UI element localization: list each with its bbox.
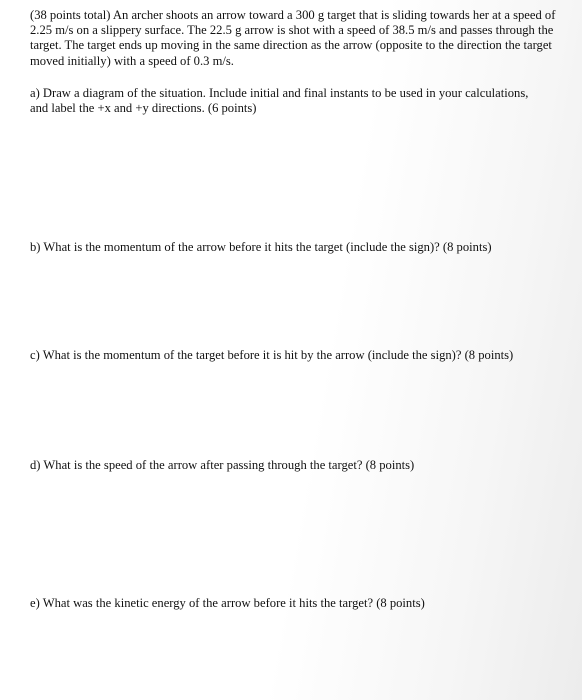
question-e: e) What was the kinetic energy of the arrow before it hits the target? (8 points) bbox=[30, 596, 425, 610]
question-d: d) What is the speed of the arrow after passing through the target? (8 points) bbox=[30, 458, 415, 472]
question-c: c) What is the momentum of the target before it is hit by the arrow (include the sign)? (8 points) bbox=[30, 348, 514, 362]
question-b: b) What is the momentum of the arrow before it hits the target (include the sign)? (8 points) bbox=[30, 240, 492, 254]
problem-statement: (38 points total) An archer shoots an arrow toward a 300 g target that is sliding towards her at a speed of 2.25 m/s on a slippery surface. The 22.5 g arrow is shot with a speed of 38.5 m/s and passes through the target. The target ends up moving in the same direction as the arrow (opposite to the direction the target moved initially) with a speed of 0.3 m/s. bbox=[30, 8, 556, 68]
question-a: a) Draw a diagram of the situation. Include initial and final instants to be used in your calculations, and label the +x and +y directions. (6 points) bbox=[30, 86, 529, 116]
